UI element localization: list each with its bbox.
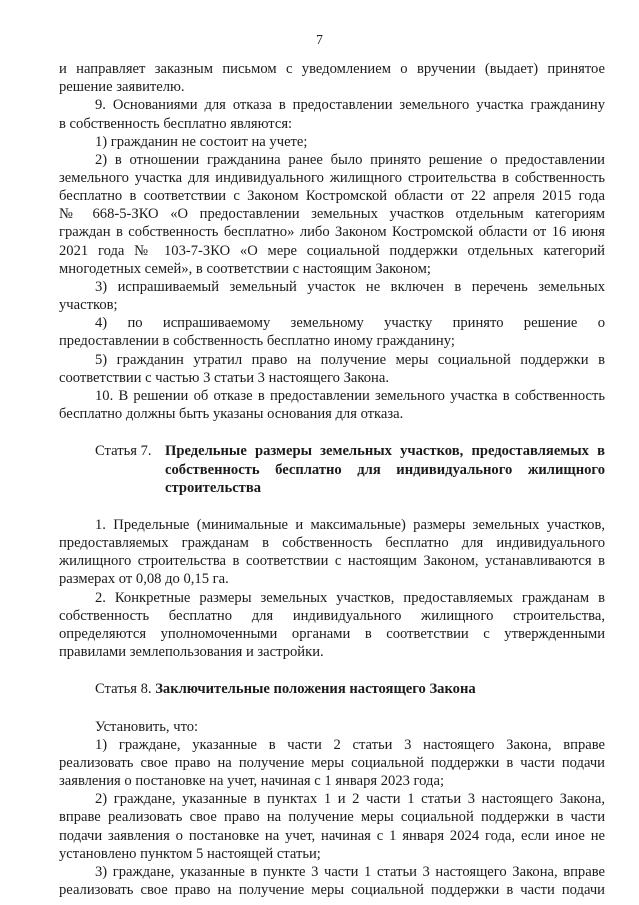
text-line: жилищного строительства в соответствии с настоящим Законом, устанавливаются в <box>59 553 605 570</box>
text-line: вправе реализовать свое право на получение меры социальной поддержки в части <box>59 809 605 826</box>
text-line: установлено пунктом 5 настоящей статьи; <box>59 845 321 862</box>
article-8-prefix: Статья 8. <box>95 681 152 698</box>
text-line: 2) граждане, указанные в пунктах 1 и 2 части 1 статьи 3 настоящего Закона, <box>95 791 605 808</box>
text-line: собственность бесплатно для индивидуального жилищного строительства, <box>59 607 605 624</box>
text-line: граждан в собственность бесплатно» либо Законом Костромской области от 16 июня <box>59 224 605 241</box>
text-line: Установить, что: <box>95 718 199 735</box>
text-line: бесплатно должны быть указаны основания для отказа. <box>59 406 404 422</box>
text-line: реализовать свое право на получение меры социальной поддержки в части подачи <box>59 754 605 771</box>
article-8-heading <box>95 680 605 699</box>
text-line: решение заявителю. <box>59 79 185 96</box>
text-line: и направляет заказным письмом с уведомлением о вручении (выдает) принятое <box>59 61 605 77</box>
text-line: 5) гражданин утратил право на получение меры социальной поддержки в <box>95 351 605 368</box>
article-7-heading: строительства <box>165 479 262 496</box>
article-7-prefix: Статья 7. <box>95 443 152 460</box>
page-number: 7 <box>316 32 323 47</box>
text-line: земельного участка для индивидуального жилищного строительства в собственность <box>59 170 605 186</box>
text-line: 10. В решении об отказе в предоставлении земельного участка в собственность <box>95 387 605 404</box>
article-8-title: Заключительные положения настоящего Закона <box>155 681 476 698</box>
text-line: 1. Предельные (минимальные и максимальные) размеры земельных участков, <box>95 516 605 533</box>
text-line: 4) по испрашиваемому земельному участку принято решение о <box>95 315 605 332</box>
text-line: соответствии с частью 3 статьи 3 настоящего Закона. <box>59 369 389 386</box>
text-line: подачи заявления о постановке на учет, начиная с 1 января 2024 года, если иное не <box>59 827 605 844</box>
text-line: размерах от 0,08 до 0,15 га. <box>59 571 229 588</box>
text-line: 3) испрашиваемый земельный участок не включен в перечень земельных <box>95 278 605 295</box>
text-line: многодетных семей», в соответствии с настоящим Законом; <box>59 260 431 277</box>
article-7-heading: Предельные размеры земельных участков, предоставляемых в <box>165 443 605 460</box>
text-line: предоставляемых гражданам в собственность бесплатно для индивидуального <box>59 535 605 552</box>
text-line: предоставлении в собственность бесплатно иному гражданину; <box>59 333 455 350</box>
text-line: правилами землепользования и застройки. <box>59 644 324 660</box>
text-line: заявления о постановке на учет, начиная с 1 января 2023 года; <box>59 773 445 789</box>
text-line: реализовать свое право на получение меры социальной поддержки в части подачи <box>59 882 605 898</box>
text-line: бесплатно в соответствии с Законом Костромской области от 22 апреля 2015 года <box>59 188 605 205</box>
text-line: 2021 года № 103-7-ЗКО «О мере социальной поддержки отдельных категорий <box>59 242 605 259</box>
text-line: 1) граждане, указанные в части 2 статьи 3 настоящего Закона, вправе <box>95 736 605 753</box>
text-line: 1) гражданин не состоит на учете; <box>95 133 308 150</box>
text-line: участков; <box>59 297 118 314</box>
text-line: 3) граждане, указанные в пункте 3 части 1 статьи 3 настоящего Закона, вправе <box>95 863 605 880</box>
text-line: № 668-5-ЗКО «О предоставлении земельных участков отдельным категориям <box>59 206 605 223</box>
text-line: 9. Основаниями для отказа в предоставлении земельного участка гражданину <box>95 97 605 114</box>
text-line: определяются уполномоченными органами в соответствии с утвержденными <box>59 625 605 642</box>
article-7-heading: собственность бесплатно для индивидуального жилищного <box>165 461 605 478</box>
text-line: 2. Конкретные размеры земельных участков, предоставляемых гражданам в <box>95 589 605 606</box>
text-line: в собственность бесплатно являются: <box>59 115 293 132</box>
text-line: 2) в отношении гражданина ранее было принято решение о предоставлении <box>95 151 605 168</box>
